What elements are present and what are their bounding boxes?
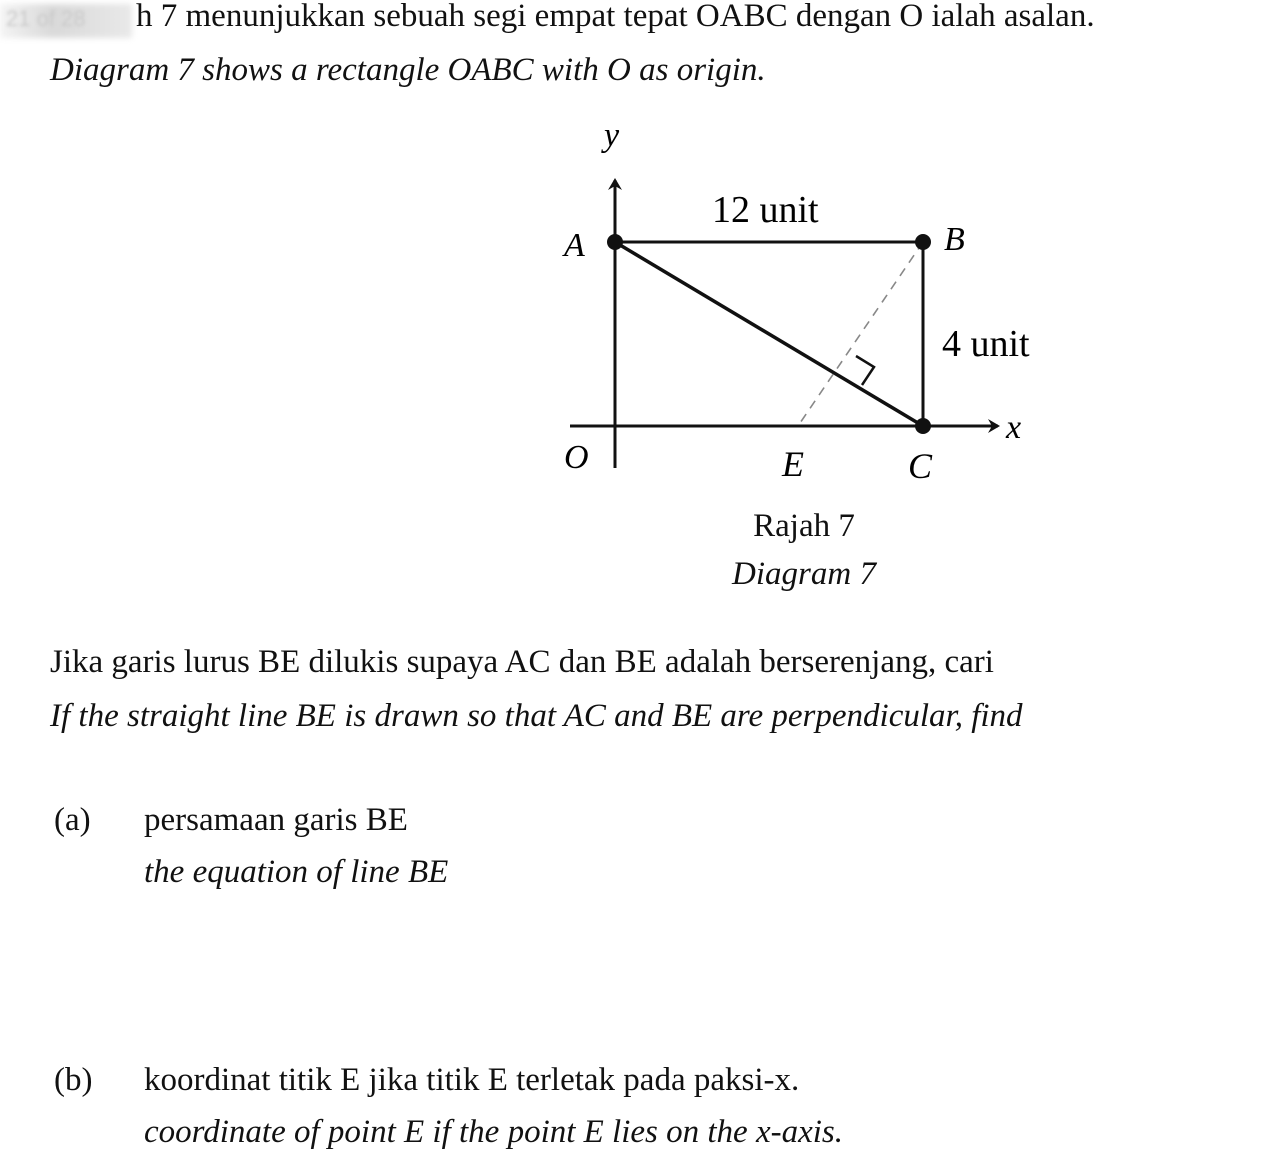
point-c-label: C bbox=[908, 446, 933, 486]
line-ac bbox=[615, 242, 923, 426]
question-english: If the straight line BE is drawn so that AC and BE are perpendicular, find bbox=[50, 698, 1023, 734]
right-angle-marker bbox=[856, 356, 874, 385]
y-axis-label: y bbox=[604, 117, 620, 154]
part-b-label: (b) bbox=[54, 1062, 93, 1098]
part-b-english: coordinate of point E if the point E lies on the x-axis. bbox=[144, 1114, 843, 1150]
intro-english: Diagram 7 shows a rectangle OABC with O as origin. bbox=[50, 52, 766, 88]
point-b-dot bbox=[915, 234, 931, 250]
point-a-dot bbox=[607, 234, 623, 250]
part-a-malay: persamaan garis BE bbox=[144, 802, 408, 838]
caption-malay: Rajah 7 bbox=[753, 508, 855, 544]
part-a-english: the equation of line BE bbox=[144, 854, 449, 890]
point-b-label: B bbox=[944, 221, 965, 258]
diagram-7 bbox=[520, 110, 1080, 500]
width-label: 12 unit bbox=[712, 189, 819, 231]
height-label: 4 unit bbox=[942, 323, 1030, 365]
part-a-label: (a) bbox=[54, 802, 91, 838]
line-be-dashed bbox=[798, 242, 923, 426]
point-e-label: E bbox=[782, 444, 804, 484]
question-malay: Jika garis lurus BE dilukis supaya AC dan BE adalah berserenjang, cari bbox=[50, 644, 994, 680]
blurred-page-number: 21 of 28 bbox=[6, 6, 86, 31]
part-b-malay: koordinat titik E jika titik E terletak pada paksi-x. bbox=[144, 1062, 800, 1098]
point-o-label: O bbox=[564, 439, 589, 476]
point-a-label: A bbox=[564, 227, 585, 264]
x-axis-label: x bbox=[1006, 409, 1022, 446]
intro-malay bbox=[136, 0, 1095, 36]
point-c-dot bbox=[915, 418, 931, 434]
intro-malay-text: h 7 menunjukkan sebuah segi empat tepat OABC dengan O ialah asalan. bbox=[136, 0, 1095, 34]
caption-english: Diagram 7 bbox=[732, 556, 876, 592]
